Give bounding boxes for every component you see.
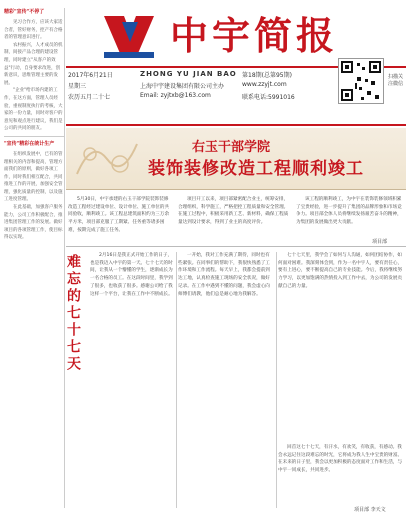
masthead-bottom-rule (66, 124, 406, 126)
section-divider (66, 246, 406, 247)
headline-title: 装饰装修改造工程顺利竣工 (148, 159, 364, 179)
issue-date: 2017年6月21日 星期三 农历五月二十七 (68, 72, 113, 101)
sidebar-paragraph: 见习合作方，应该大家适合者，管好财务，控产有合格者的管理意识进行。 (4, 20, 63, 41)
feature-title: 难忘的七十七天 (65, 254, 81, 373)
phone-number: 联系电话:5991016 (242, 94, 295, 101)
lead-article-author: 项目部 (372, 239, 388, 245)
left-sidebar (4, 8, 64, 508)
publisher: 上海中宇建设集团有限公司主办 (140, 83, 225, 90)
issue-number: 第18期(总第95期) (242, 72, 292, 79)
column-separator (276, 252, 277, 508)
sidebar-paragraph: "企业"给市场内建的工作，在这方面，管理人员经验，重视制度执行的考核，大家的一份力量，同时对客户的意见和观点进行建议，我们是公司的共同的朋友。 (4, 88, 63, 132)
column-separator (176, 252, 177, 508)
masthead (66, 8, 406, 101)
newspaper-title: 中宇简报 (170, 13, 339, 58)
qr-caption: 扫描关注微信 (388, 74, 404, 87)
sidebar-divider (4, 136, 64, 137)
sidebar-subheading: "宣传"精彩在统计生产 (4, 140, 55, 147)
website-link[interactable]: www.zzyjt.com (242, 81, 287, 88)
sidebar-paragraph: 在组织发展中，已有的管理相关的内容和提高，管理方面我们的原则，做好各项工作，同时我们相互配合，共同推进工作的开展，加强安全管理，强化质量的控制，以及施工进度管理。 (4, 151, 63, 203)
headline-subtitle: 右玉干部学院 (192, 140, 271, 155)
feature-author: 项目部 李天文 (354, 507, 386, 513)
qr-code-icon[interactable] (338, 58, 384, 104)
headline-banner (66, 128, 406, 190)
lead-article-col1: 5月30日，中宇承建的右玉干部学院装饰装修改造工程经过建设单位、设计单位、施工单位的共同验收，顺利竣工。该工程总建筑面积约为三万余平方米，项目部克服了工期紧、任务重等诸多困难，按期完成了施工任务。 (68, 197, 170, 233)
feature-col1: 2月16日是我正式开始工作的日子，也是我迈入中宇的第一天。七十七天的时间，让我从一个懵懂的学生，逐渐成长为一名合格的员工。在这段时间里，我学到了很多，也收获了很多。感谢公司给了我这样一个平台，让我在工作中不断成长。 (90, 253, 173, 297)
lead-article-col2: 项目开工以来，项目部紧密配合业主，统筹安排，合理组织，科学施工，严格把控工程质量和安全管理。在施工过程中，积极采用新工艺、新材料，确保工程质量达到设计要求，得到了业主的高度评价。 (178, 197, 289, 226)
company-logo-icon (100, 12, 158, 62)
sidebar-heading: 精彩"宣传"不停了 (4, 9, 45, 15)
email-link[interactable]: Email: zyjtxb@163.com (140, 92, 211, 99)
ornament-icon (72, 134, 142, 184)
lead-article-col3: 该工程的顺利竣工，为中宇在装饰装修领域积累了宝贵经验，进一步提升了集团的品牌形象和市场竞争力。项目部全体人员将继续发扬艰苦奋斗的精神，为集团的发展做出更大贡献。 (296, 197, 402, 226)
sidebar-paragraph: 在此基础，加强客户服务能力，公司工作积极配合，推进集团管理工作的发展。做好项目的各项管理工作，使目标得以实现。 (4, 205, 63, 241)
feature-col4: 回首这七十七天，有汗水，有欢笑，有收获，有感动。我会永远记住这段难忘的时光，它将成为我人生中宝贵的财富。在未来的日子里，我会以更加积极的态度面对工作和生活，与中宇一同成长，共同进步。 (278, 445, 403, 474)
masthead-info (66, 70, 406, 118)
feature-col2: 一开始，我对工作充满了期待，同时也有些紧张。在同事们的帮助下，我很快熟悉了工作环境和工作流程。每天早上，我都会提前到达工地，认真检查施工现场的安全状况，做好记录。在工作中遇到不懂的问题，我会虚心向师傅们请教，他们总是耐心地为我解答。 (178, 253, 270, 297)
sidebar-paragraph: 农村振兴，人才成员的机制，间接产品合理的建设管理，同时建立"从客户的效益"行动，自身要求改进，创新意识，思维管理主要的发展。 (4, 42, 63, 86)
feature-col3: 七十七天里，我学会了如何与人沟通，如何团结协作，如何面对困难。我深刻体会到，作为一名中宇人，要有责任心，要有上进心，要不断提高自己的专业技能。今后，我将继续努力学习，以更加饱满的热情投入到工作中去，为公司的发展贡献自己的力量。 (278, 253, 403, 289)
title-pinyin: ZHONG YU JIAN BAO (140, 70, 237, 78)
